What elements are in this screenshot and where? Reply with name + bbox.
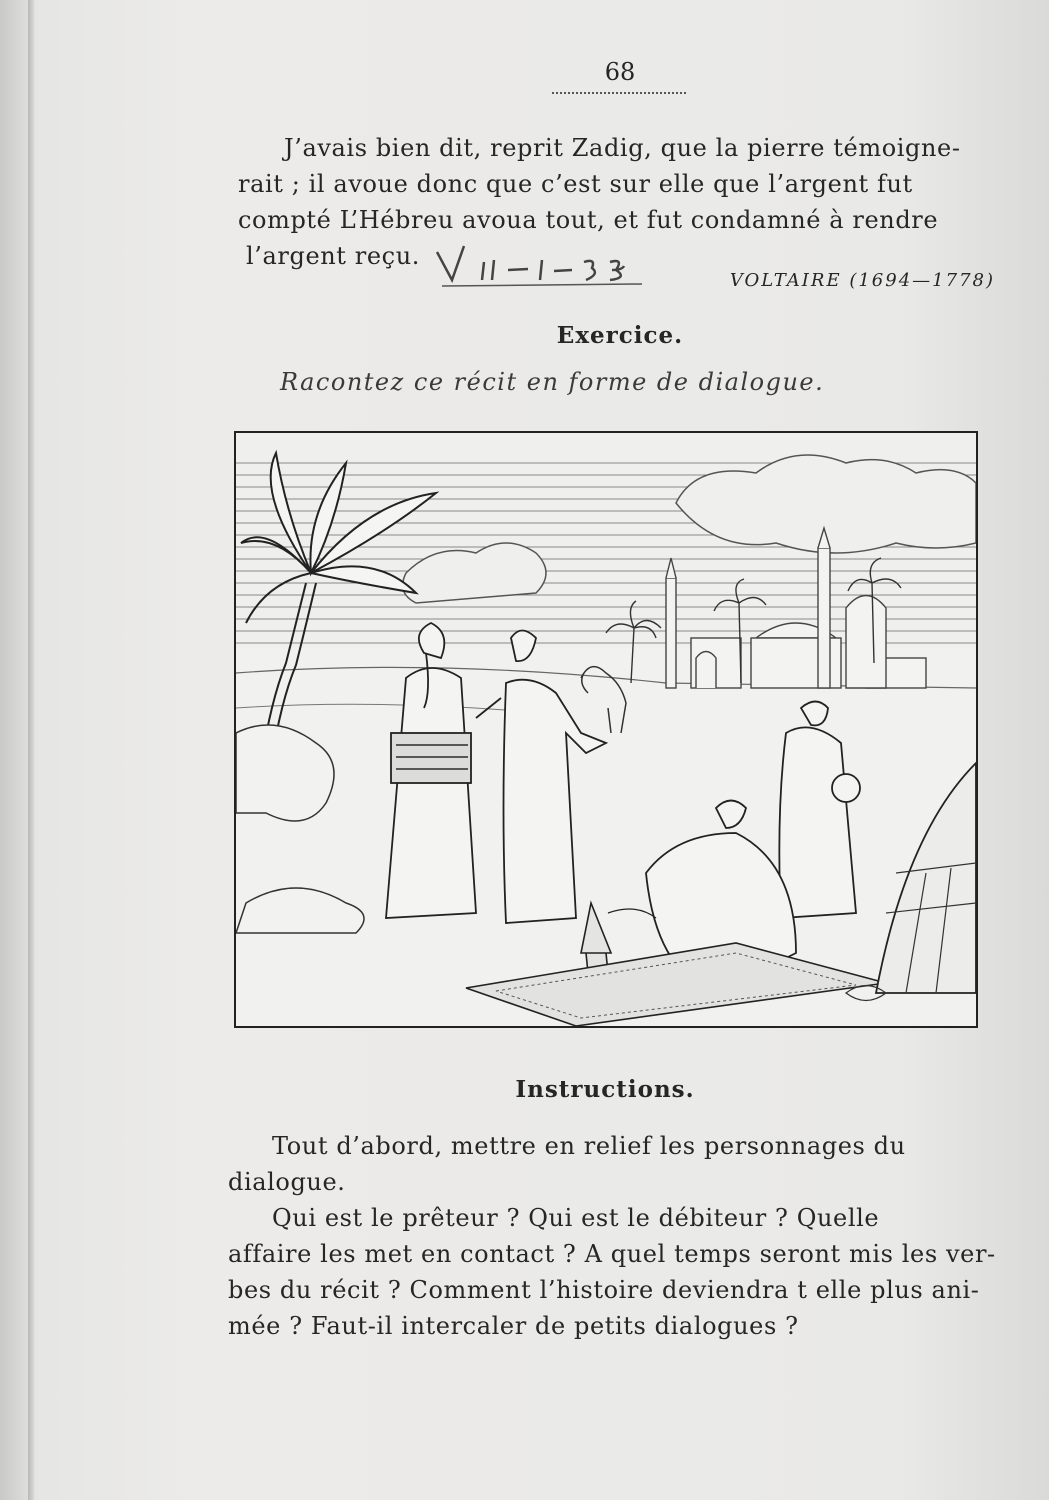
story-line: J’avais bien dit, reprit Zadig, que la pierre témoigne-: [284, 134, 961, 162]
instructions-line: dialogue.: [228, 1168, 346, 1196]
instructions-line: Tout d’abord, mettre en relief les personnages du: [272, 1132, 906, 1160]
page-number-rule: [552, 92, 686, 94]
instructions-paragraph: [228, 1128, 996, 1344]
engraving-drawing: [236, 433, 976, 1026]
instructions-line: affaire les met en contact ? A quel temps seront mis les ver-: [228, 1240, 996, 1268]
instructions-line: mée ? Faut-il intercaler de petits dialogues ?: [228, 1312, 799, 1340]
instructions-line: Qui est le prêteur ? Qui est le débiteur ? Quelle: [272, 1204, 880, 1232]
story-line: rait ; il avoue donc que c’est sur elle que l’argent fut: [238, 170, 913, 198]
story-line: l’argent reçu.: [246, 242, 420, 270]
author-attribution: VOLTAIRE (1694—1778): [729, 270, 995, 291]
exercise-heading: Exercice.: [556, 322, 684, 349]
engraving-illustration: [234, 431, 978, 1028]
page-spine-shadow: [28, 0, 34, 1500]
page-number: 68: [604, 58, 636, 86]
instructions-heading: Instructions.: [515, 1076, 695, 1103]
handwritten-date-annotation: [432, 240, 662, 290]
story-line: compté L’Hébreu avoua tout, et fut condamné à rendre: [238, 206, 939, 234]
exercise-text: Racontez ce récit en forme de dialogue.: [280, 368, 825, 396]
instructions-line: bes du récit ? Comment l’histoire deviendra t elle plus ani-: [228, 1276, 980, 1304]
